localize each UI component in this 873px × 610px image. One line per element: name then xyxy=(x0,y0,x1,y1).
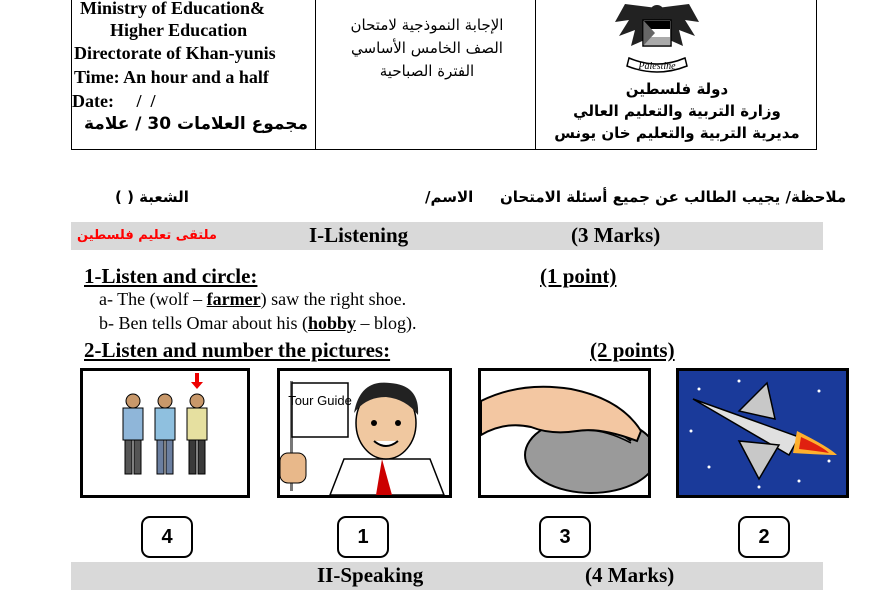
class-section-field: الشعبة ( ) xyxy=(115,188,189,206)
q1-points-text: (1 point) xyxy=(540,264,617,288)
q1-title-text: 1-Listen and circle: xyxy=(84,264,258,288)
picture-tour-guide xyxy=(277,368,452,498)
speaking-title: II-Speaking xyxy=(317,563,424,587)
answer-key-line-1: الإجابة النموذجية لامتحان xyxy=(350,16,504,34)
q1-a-text-end: ) saw the right shoe. xyxy=(260,289,407,309)
directorate-line: Directorate of Khan-yunis xyxy=(74,43,276,63)
authority-line-2: وزارة التربية والتعليم العالي xyxy=(573,102,781,120)
listening-marks: (3 Marks) xyxy=(571,223,661,247)
q2-points xyxy=(590,338,675,363)
authority-block xyxy=(552,78,802,144)
name-field: الاسم/ xyxy=(425,188,474,206)
answer-box-4: 2 xyxy=(738,516,790,558)
speaking-marks: (4 Marks) xyxy=(585,563,675,587)
answer-box-3: 3 xyxy=(539,516,591,558)
q1-b-text-end: – blog). xyxy=(356,313,417,333)
q2-title xyxy=(84,338,390,363)
answer-box-1: 4 xyxy=(141,516,193,558)
instruction-note: ملاحظة/ يجيب الطالب عن جميع أسئلة الامتحان xyxy=(500,188,847,206)
answer-key-line-2: الصف الخامس الأساسي xyxy=(351,39,503,57)
q1-b-answer: hobby xyxy=(307,313,357,333)
q1-item-a xyxy=(99,289,406,310)
ministry-line-1: Ministry of Education& xyxy=(80,0,266,18)
authority-line-3: مديرية التربية والتعليم خان يونس xyxy=(554,124,800,142)
picture-space-shuttle xyxy=(676,368,849,498)
q1-b-text: b- Ben tells Omar about his ( xyxy=(99,313,308,333)
header-divider xyxy=(315,0,316,149)
answer-key-line-3: الفترة الصباحية xyxy=(379,62,475,80)
q1-title xyxy=(84,264,257,289)
q2-points-text: (2 points) xyxy=(590,338,675,362)
exam-time: Time: An hour and a half xyxy=(74,67,269,87)
picture-three-men xyxy=(80,368,250,498)
picture-computer-mouse xyxy=(478,368,651,498)
q1-item-b xyxy=(99,313,417,334)
q1-a-answer: farmer xyxy=(206,289,261,309)
header-table xyxy=(71,0,817,150)
exam-date: Date: / / xyxy=(72,91,156,111)
tour-sign-text: Tour Guide xyxy=(288,393,352,408)
ministry-line-2: Higher Education xyxy=(110,20,248,40)
header-divider xyxy=(535,0,536,149)
listening-title: I-Listening xyxy=(309,223,409,247)
authority-line-1: دولة فلسطين xyxy=(625,80,729,98)
palestine-emblem xyxy=(607,0,707,76)
emblem-ribbon-text: Palestine xyxy=(638,61,676,72)
total-marks: مجموع العلامات 30 / علامة xyxy=(84,114,309,134)
q2-title-text: 2-Listen and number the pictures: xyxy=(84,338,391,362)
forum-label: ملتقى تعليم فلسطين xyxy=(77,228,217,243)
listening-header-bar xyxy=(71,222,823,250)
speaking-header-bar xyxy=(71,562,823,590)
answer-key-title xyxy=(327,14,527,83)
answer-box-2: 1 xyxy=(337,516,389,558)
q1-a-text: a- The (wolf – xyxy=(99,289,207,309)
q1-points xyxy=(540,264,616,289)
